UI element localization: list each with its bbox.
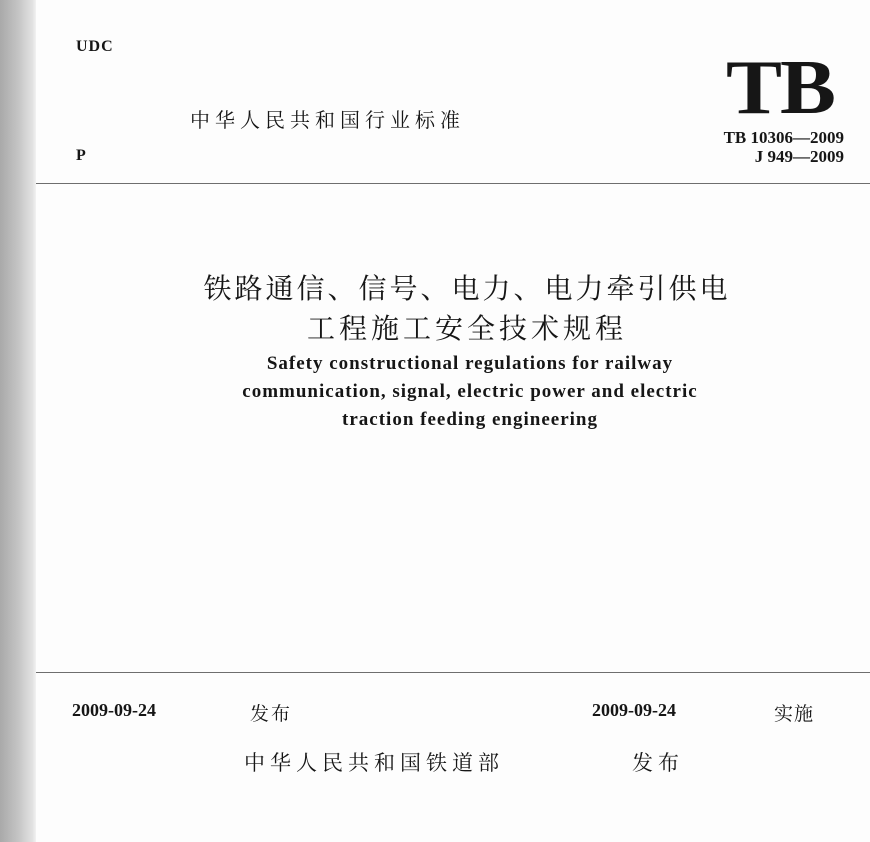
- title-en-line3: traction feeding engineering: [342, 409, 598, 430]
- standard-code-secondary: J 949—2009: [754, 147, 844, 166]
- issue-label: 发布: [250, 703, 293, 725]
- title-en-line2: communication, signal, electric power and electric: [242, 381, 698, 402]
- book-binding-edge: [0, 0, 36, 842]
- tb-logo: TB: [725, 44, 834, 131]
- classification-code: P: [76, 147, 86, 164]
- implement-label: 实施: [774, 703, 815, 725]
- standard-type-label: 中华人民共和国行业标准: [190, 108, 465, 132]
- title-english: [60, 350, 870, 434]
- header-divider: [36, 183, 870, 184]
- issue-date: 2009-09-24: [72, 700, 156, 720]
- standard-code-primary: TB 10306—2009: [723, 128, 844, 147]
- title-zh-line2: 工程施工安全技术规程: [306, 312, 627, 345]
- footer-divider: [36, 672, 870, 673]
- implement-date: 2009-09-24: [592, 700, 676, 720]
- publisher-action: 发布: [632, 751, 684, 775]
- title-en-line1: Safety constructional regulations for railway: [266, 353, 674, 374]
- title-zh-line1: 铁路通信、信号、电力、电力牵引供电: [203, 272, 731, 305]
- udc-label: UDC: [76, 38, 114, 55]
- publisher-name: 中华人民共和国铁道部: [244, 751, 504, 775]
